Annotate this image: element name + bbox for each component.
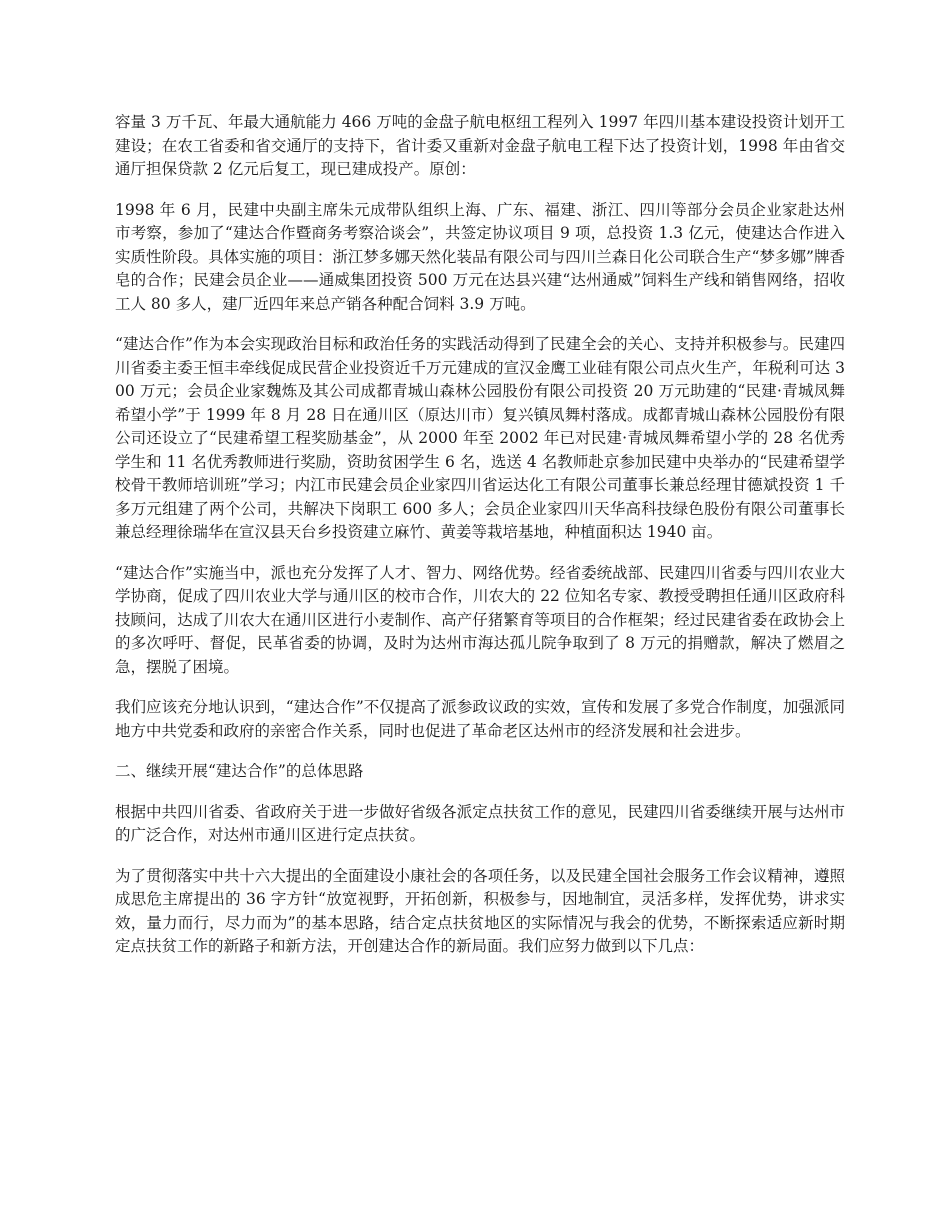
paragraph-2: 1998 年 6 月，民建中央副主席朱元成带队组织上海、广东、福建、浙江、四川等部分会员企业家赴达州市考察，参加了“建达合作暨商务考察洽谈会”，共签定协议项目 9 项，总投资 1.3 亿元，使建达合作进入实质性阶段。具体实施的项目：浙江梦多娜天然化装品有限公司与四川兰森日化公司联合生产“梦多娜”牌香皂的合作；民建会员企业——通威集团投资 500 万元在达县兴建“达州通威”饲料生产线和销售网络，招收工人 80 多人，建厂近四年来总产销各种配合饲料 3.9 万吨。 bbox=[115, 200, 845, 313]
paragraph-6: 根据中共四川省委、省政府关于进一步做好省级各派定点扶贫工作的意见，民建四川省委继续开展与达州市的广泛合作，对达州市通川区进行定点扶贫。 bbox=[115, 802, 845, 844]
paragraph-3: “建达合作”作为本会实现政治目标和政治任务的实践活动得到了民建全会的关心、支持并积极参与。民建四川省委主委王恒丰牵线促成民营企业投资近千万元建成的宣汉金鹰工业硅有限公司点火生产，年税利可达 300 万元；会员企业家魏炼及其公司成都青城山森林公园股份有限公司投资 20 万元助建的“民建·青城凤舞希望小学”于 1999 年 8 月 28 日在通川区（原达川市）复兴镇凤舞村落成。成都青城山森林公园股份有限公司还设立了“民建希望工程奖励基金”，从 2000 年至 2002 年已对民建·青城凤舞希望小学的 28 名优秀学生和 11 名优秀教师进行奖励，资助贫困学生 6 名，选送 4 名教师赴京参加民建中央举办的“民建希望学校骨干教师培训班”学习；内江市民建会员企业家四川省运达化工有限公司董事长兼总经理甘德斌投资 1 千多万元组建了两个公司，共解决下岗职工 600 多人；会员企业家四川天华高科技绿色股份有限公司董事长兼总经理徐瑞华在宣汉县天台乡投资建立麻竹、黄姜等栽培基地，种植面积达 1940 亩。 bbox=[115, 335, 845, 541]
paragraph-5: 我们应该充分地认识到，“建达合作”不仅提高了派参政议政的实效，宣传和发展了多党合作制度，加强派同地方中共党委和政府的亲密合作关系，同时也促进了革命老区达州市的经济发展和社会进步。 bbox=[115, 698, 845, 740]
paragraph-7: 为了贯彻落实中共十六大提出的全面建设小康社会的各项任务，以及民建全国社会服务工作会议精神，遵照成思危主席提出的 36 字方针“放宽视野，开拓创新，积极参与，因地制宜，灵活多样，发挥优势，讲求实效，量力而行，尽力而为”的基本思路，结合定点扶贫地区的实际情况与我会的优势，不断探索适应新时期定点扶贫工作的新路子和新方法，开创建达合作的新局面。我们应努力做到以下几点： bbox=[115, 866, 845, 955]
section-heading: 二、继续开展“建达合作”的总体思路 bbox=[115, 762, 364, 780]
paragraph-4: “建达合作”实施当中，派也充分发挥了人才、智力、网络优势。经省委统战部、民建四川省委与四川农业大学协商，促成了四川农业大学与通川区的校市合作，川农大的 22 位知名专家、教授受聘担任通川区政府科技顾问，达成了川农大在通川区进行小麦制作、高产仔猪繁育等项目的合作框架；经过民建省委在政协会上的多次呼吁、督促，民革省委的协调，及时为达州市海达孤儿院争取到了 8 万元的捐赠款，解决了燃眉之急，摆脱了困境。 bbox=[115, 563, 845, 676]
paragraph-1: 容量 3 万千瓦、年最大通航能力 466 万吨的金盘子航电枢纽工程列入 1997 年四川基本建设投资计划开工建设；在农工省委和省交通厅的支持下，省计委又重新对金盘子航电工程下达了投资计划，1998 年由省交通厅担保贷款 2 亿元后复工，现已建成投产。原创： bbox=[115, 113, 845, 178]
document-body bbox=[115, 111, 845, 976]
